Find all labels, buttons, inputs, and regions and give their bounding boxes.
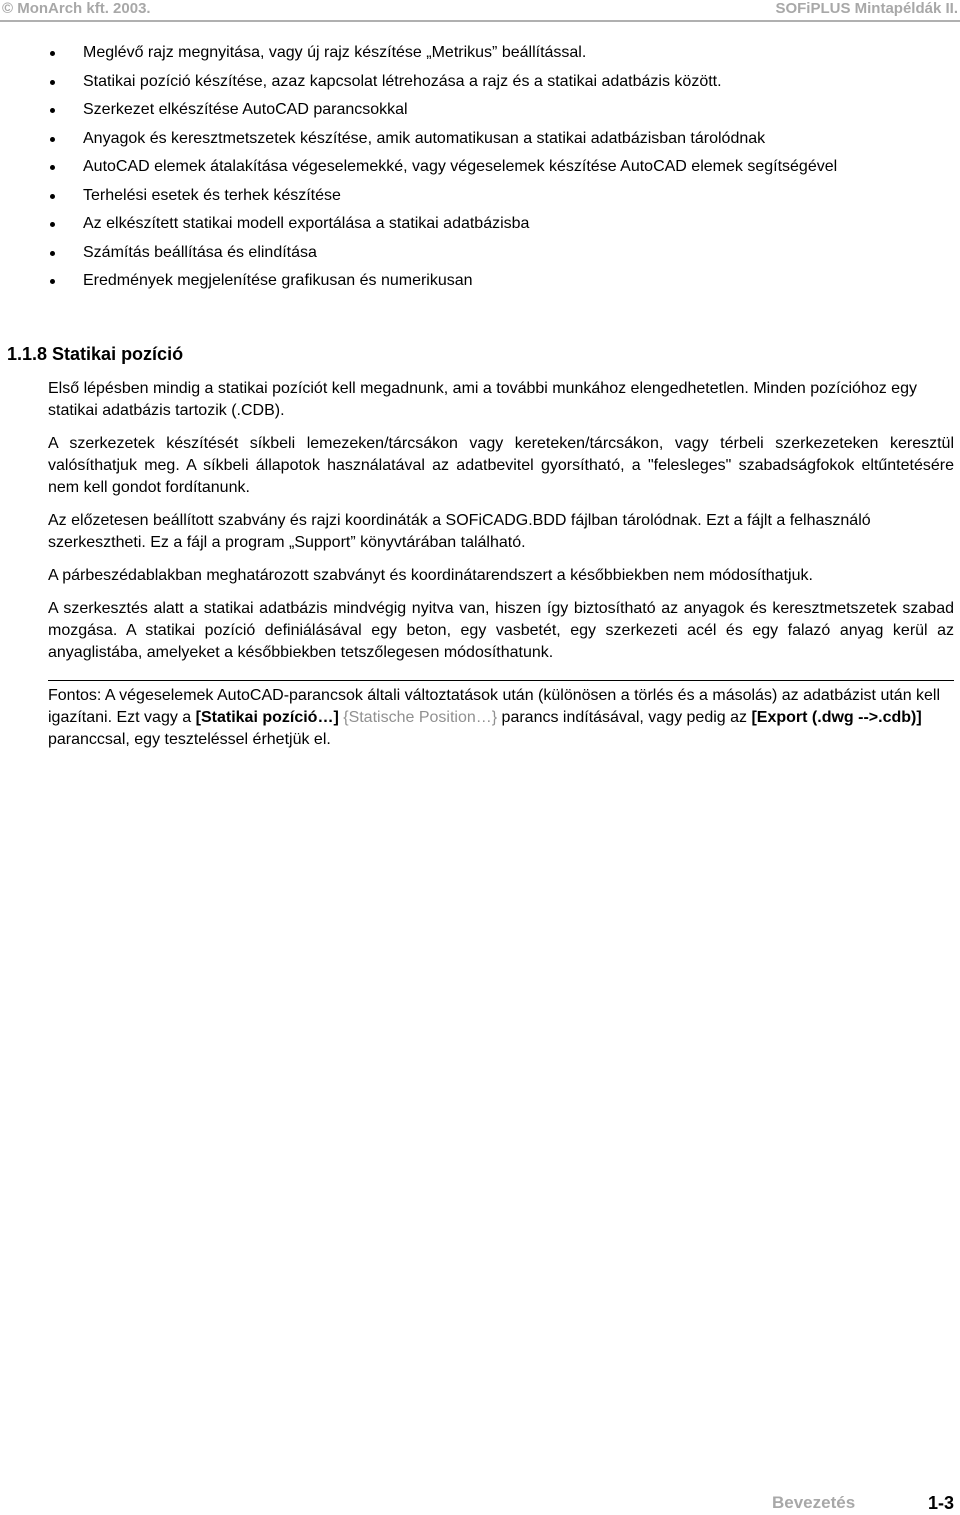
list-item: Statikai pozíció készítése, azaz kapcsolat létrehozása a rajz és a statikai adatbázis között. (48, 71, 928, 93)
note-text: paranccsal, egy teszteléssel érhetjük el. (48, 731, 331, 748)
list-item: Terhelési esetek és terhek készítése (48, 185, 928, 207)
paragraph: A párbeszédablakban meghatározott szabványt és koordinátarendszert a későbbiekben nem módosíthatjuk. (48, 567, 813, 584)
note-command-static-position: [Statikai pozíció…] (195, 709, 339, 726)
page-header (0, 0, 960, 22)
important-note (48, 680, 954, 751)
paragraph: Első lépésben mindig a statikai pozíciót kell megadnunk, ami a további munkához elengedhetetlen. Minden pozícióhoz egy statikai adatbázis tartozik (.CDB). (48, 380, 917, 419)
list-item: Anyagok és keresztmetszetek készítése, amik automatikusan a statikai adatbázisban tárolódnak (48, 128, 928, 150)
list-item: Számítás beállítása és elindítása (48, 242, 928, 264)
page-number: 1-3 (927, 1493, 954, 1513)
section-heading: 1.1.8 Statikai pozíció (7, 344, 184, 364)
note-text: Fontos: A végeselemek AutoCAD-parancsok általi változtatások után (különösen a törlés és a másolás) az adatbázist után kell igazítani. Ezt vagy a (48, 687, 941, 726)
paragraph: A szerkezetek készítését síkbeli lemezeken/tárcsákon vagy kereteken/tárcsákon, vagy térbeli szerkezeteken keresztül valósíthatjuk meg. A síkbeli állapotok használatával az adatbevitel gyorsítható, a "felesleges" szabadságfokok eltűntetésére nem kell gondot fordítanunk. (48, 435, 954, 496)
list-item: Szerkezet elkészítése AutoCAD parancsokkal (48, 99, 928, 121)
paragraph: Az előzetesen beállított szabvány és rajzi koordináták a SOFiCADG.BDD fájlban tárolódnak. Ezt a fájlt a felhasználó szerkesztheti. Ez a fájl a program „Support” könyvtárában található. (48, 512, 871, 551)
list-item: Meglévő rajz megnyitása, vagy új rajz készítése „Metrikus” beállítással. (48, 42, 928, 64)
list-item: Eredmények megjelenítése grafikusan és numerikusan (48, 270, 928, 292)
list-item: Az elkészített statikai modell exportálása a statikai adatbázisba (48, 213, 928, 235)
list-item: AutoCAD elemek átalakítása végeselemekké, vagy végeselemek készítése AutoCAD elemek segítségével (48, 156, 928, 178)
note-command-german: {Statische Position…} (343, 709, 498, 726)
section-body (48, 378, 954, 751)
note-command-export: [Export (.dwg -->.cdb)] (751, 709, 922, 726)
paragraph: A szerkesztés alatt a statikai adatbázis mindvégig nyitva van, hiszen így biztosítható az anyagok és keresztmetszetek szabad mozgása. A statikai pozíció definiálásával egy beton, egy vasbetét, egy szerkezeti acél és egy falazó anyag kerül az anyaglistába, amelyeket a későbbiekben tetszőlegesen módosíthatunk. (48, 600, 954, 661)
page-footer (0, 1493, 960, 1515)
bullet-list (48, 42, 928, 299)
footer-chapter: Bevezetés (772, 1493, 856, 1512)
header-title: SOFiPLUS Mintapéldák II. (775, 0, 958, 17)
header-copyright: © MonArch kft. 2003. (2, 0, 151, 17)
note-text: parancs indításával, vagy pedig az (497, 709, 752, 726)
